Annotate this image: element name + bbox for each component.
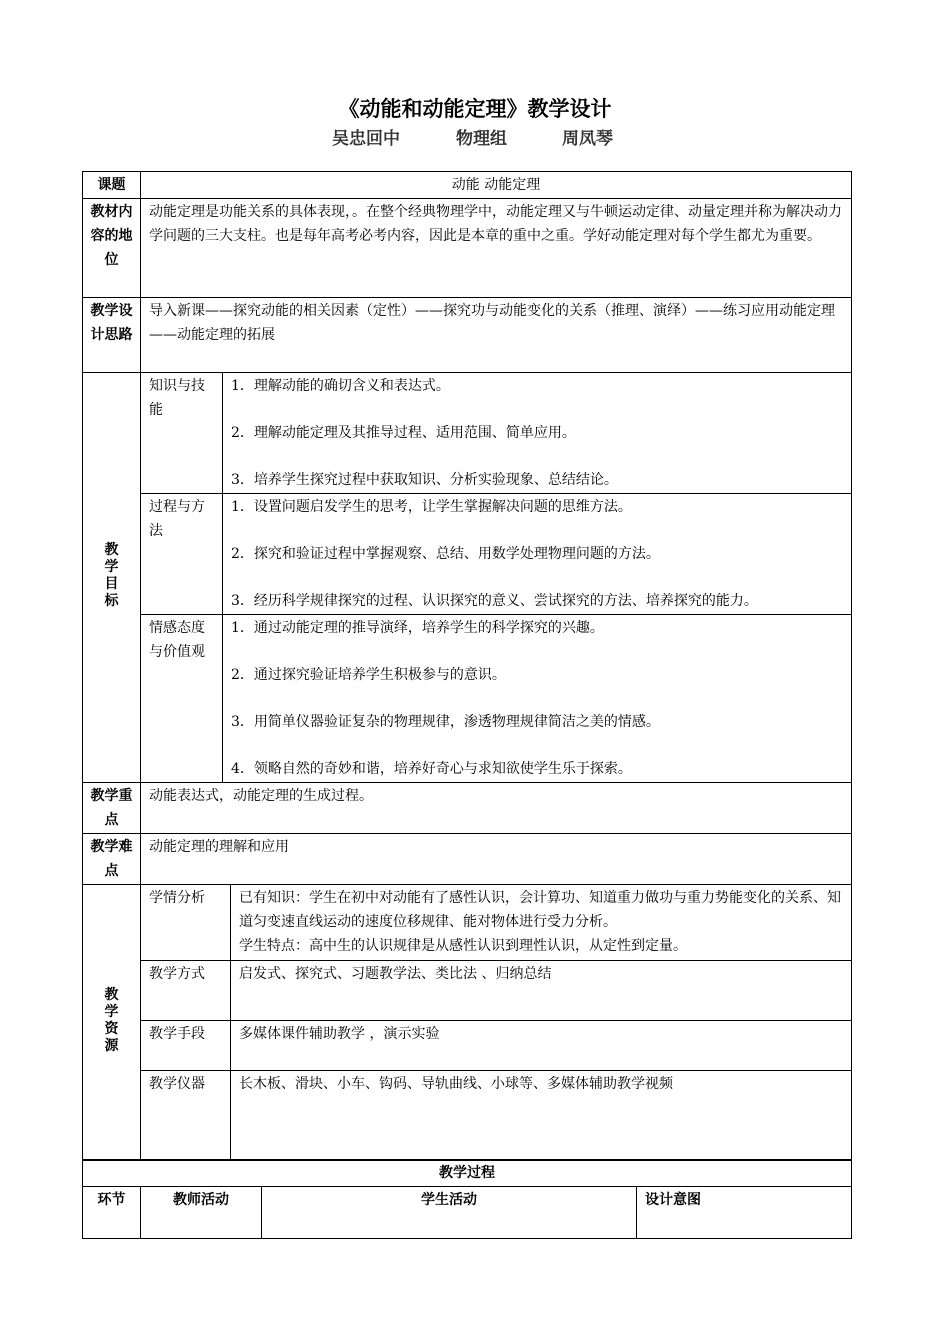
objective-item: 3．用简单仪器验证复杂的物理规律，渗透物理规律简洁之美的情感。 <box>231 714 660 730</box>
objective-label: 过程与方法 <box>141 494 223 615</box>
objective-item: 2．探究和验证过程中掌握观察、总结、用数学处理物理问题的方法。 <box>231 546 660 562</box>
design-row <box>83 298 852 373</box>
process-header-row <box>83 1187 852 1239</box>
objective-label: 知识与技能 <box>141 373 223 494</box>
objective-items <box>223 494 852 615</box>
objective-row-knowledge <box>83 373 852 494</box>
resource-row-means <box>83 1021 852 1071</box>
objective-item: 1．理解动能的确切含义和表达式。 <box>231 378 450 394</box>
key-text: 动能表达式，动能定理的生成过程。 <box>141 783 852 834</box>
author-line <box>0 124 950 148</box>
topic-value: 动能 动能定理 <box>141 172 852 199</box>
school-name: 吴忠回中 <box>332 129 400 149</box>
objective-item: 1．通过动能定理的推导演绎，培养学生的科学探究的兴趣。 <box>231 620 604 636</box>
objective-label: 情感态度与价值观 <box>141 615 223 783</box>
resource-text <box>231 885 852 961</box>
resource-row-analysis <box>83 885 852 961</box>
key-label: 教学重点 <box>83 783 141 834</box>
resource-label: 教学手段 <box>141 1021 231 1071</box>
objective-row-process <box>83 494 852 615</box>
process-table <box>82 1159 852 1239</box>
difficulty-row <box>83 834 852 885</box>
objective-items <box>223 373 852 494</box>
difficulty-label: 教学难点 <box>83 834 141 885</box>
process-column-header: 学生活动 <box>262 1187 637 1239</box>
resource-row-equipment <box>83 1071 852 1161</box>
author-name: 周凤琴 <box>562 129 613 149</box>
objective-item: 1．设置问题启发学生的思考，让学生掌握解决问题的思维方法。 <box>231 499 632 515</box>
objectives-label: 教学目标 <box>83 373 141 783</box>
process-title-row <box>83 1160 852 1187</box>
resource-row-method <box>83 961 852 1021</box>
topic-row <box>83 172 852 199</box>
resource-label: 学情分析 <box>141 885 231 961</box>
resources-label: 教学资源 <box>83 885 141 1161</box>
resource-line: 已有知识：学生在初中对动能有了感性认识，会计算功、知道重力做功与重力势能变化的关系、知道匀变速直线运动的速度位移规律、能对物体进行受力分析。 <box>239 890 841 930</box>
resource-text: 启发式、探究式、习题教学法、类比法 、归纳总结 <box>231 961 852 1021</box>
objective-item: 3．培养学生探究过程中获取知识、分析实验现象、总结结论。 <box>231 472 618 488</box>
objective-item: 4．领略自然的奇妙和谐，培养好奇心与求知欲使学生乐于探索。 <box>231 761 632 777</box>
document-title: 《动能和动能定理》教学设计 <box>338 97 612 121</box>
objective-item: 3．经历科学规律探究的过程、认识探究的意义、尝试探究的方法、培养探究的能力。 <box>231 593 758 609</box>
objective-row-attitude <box>83 615 852 783</box>
topic-label: 课题 <box>83 172 141 199</box>
resource-line: 学生特点：高中生的认识规律是从感性认识到理性认识，从定性到定量。 <box>239 938 687 954</box>
process-column-header: 教师活动 <box>141 1187 262 1239</box>
objective-item: 2．通过探究验证培养学生积极参与的意识。 <box>231 667 506 683</box>
position-label: 教材内容的地位 <box>83 199 141 298</box>
design-label: 教学设计思路 <box>83 298 141 373</box>
objective-item: 2．理解动能定理及其推导过程、适用范围、简单应用。 <box>231 425 576 441</box>
resource-text: 多媒体课件辅助教学 ，演示实验 <box>231 1021 852 1071</box>
key-row <box>83 783 852 834</box>
process-title: 教学过程 <box>83 1160 852 1187</box>
position-text: 动能定理是功能关系的具体表现，。在整个经典物理学中，动能定理又与牛顿运动定律、动量定理并称为解决动力学问题的三大支柱。也是每年高考必考内容，因此是本章的重中之重。学好动能定理对每个学生都尤为重要。 <box>141 199 852 298</box>
difficulty-text: 动能定理的理解和应用 <box>141 834 852 885</box>
design-text: 导入新课——探究动能的相关因素（定性）——探究功与动能变化的关系（推理、演绎）——练习应用动能定理——动能定理的拓展 <box>141 298 852 373</box>
position-row <box>83 199 852 298</box>
group-name: 物理组 <box>456 129 507 149</box>
resource-label: 教学仪器 <box>141 1071 231 1161</box>
resource-text: 长木板、滑块、小车、钩码、导轨曲线、小球等、多媒体辅助教学视频 <box>231 1071 852 1161</box>
resource-label: 教学方式 <box>141 961 231 1021</box>
lesson-plan-table <box>82 171 852 1161</box>
objective-items <box>223 615 852 783</box>
process-column-header: 设计意图 <box>637 1187 852 1239</box>
process-column-header: 环节 <box>83 1187 141 1239</box>
